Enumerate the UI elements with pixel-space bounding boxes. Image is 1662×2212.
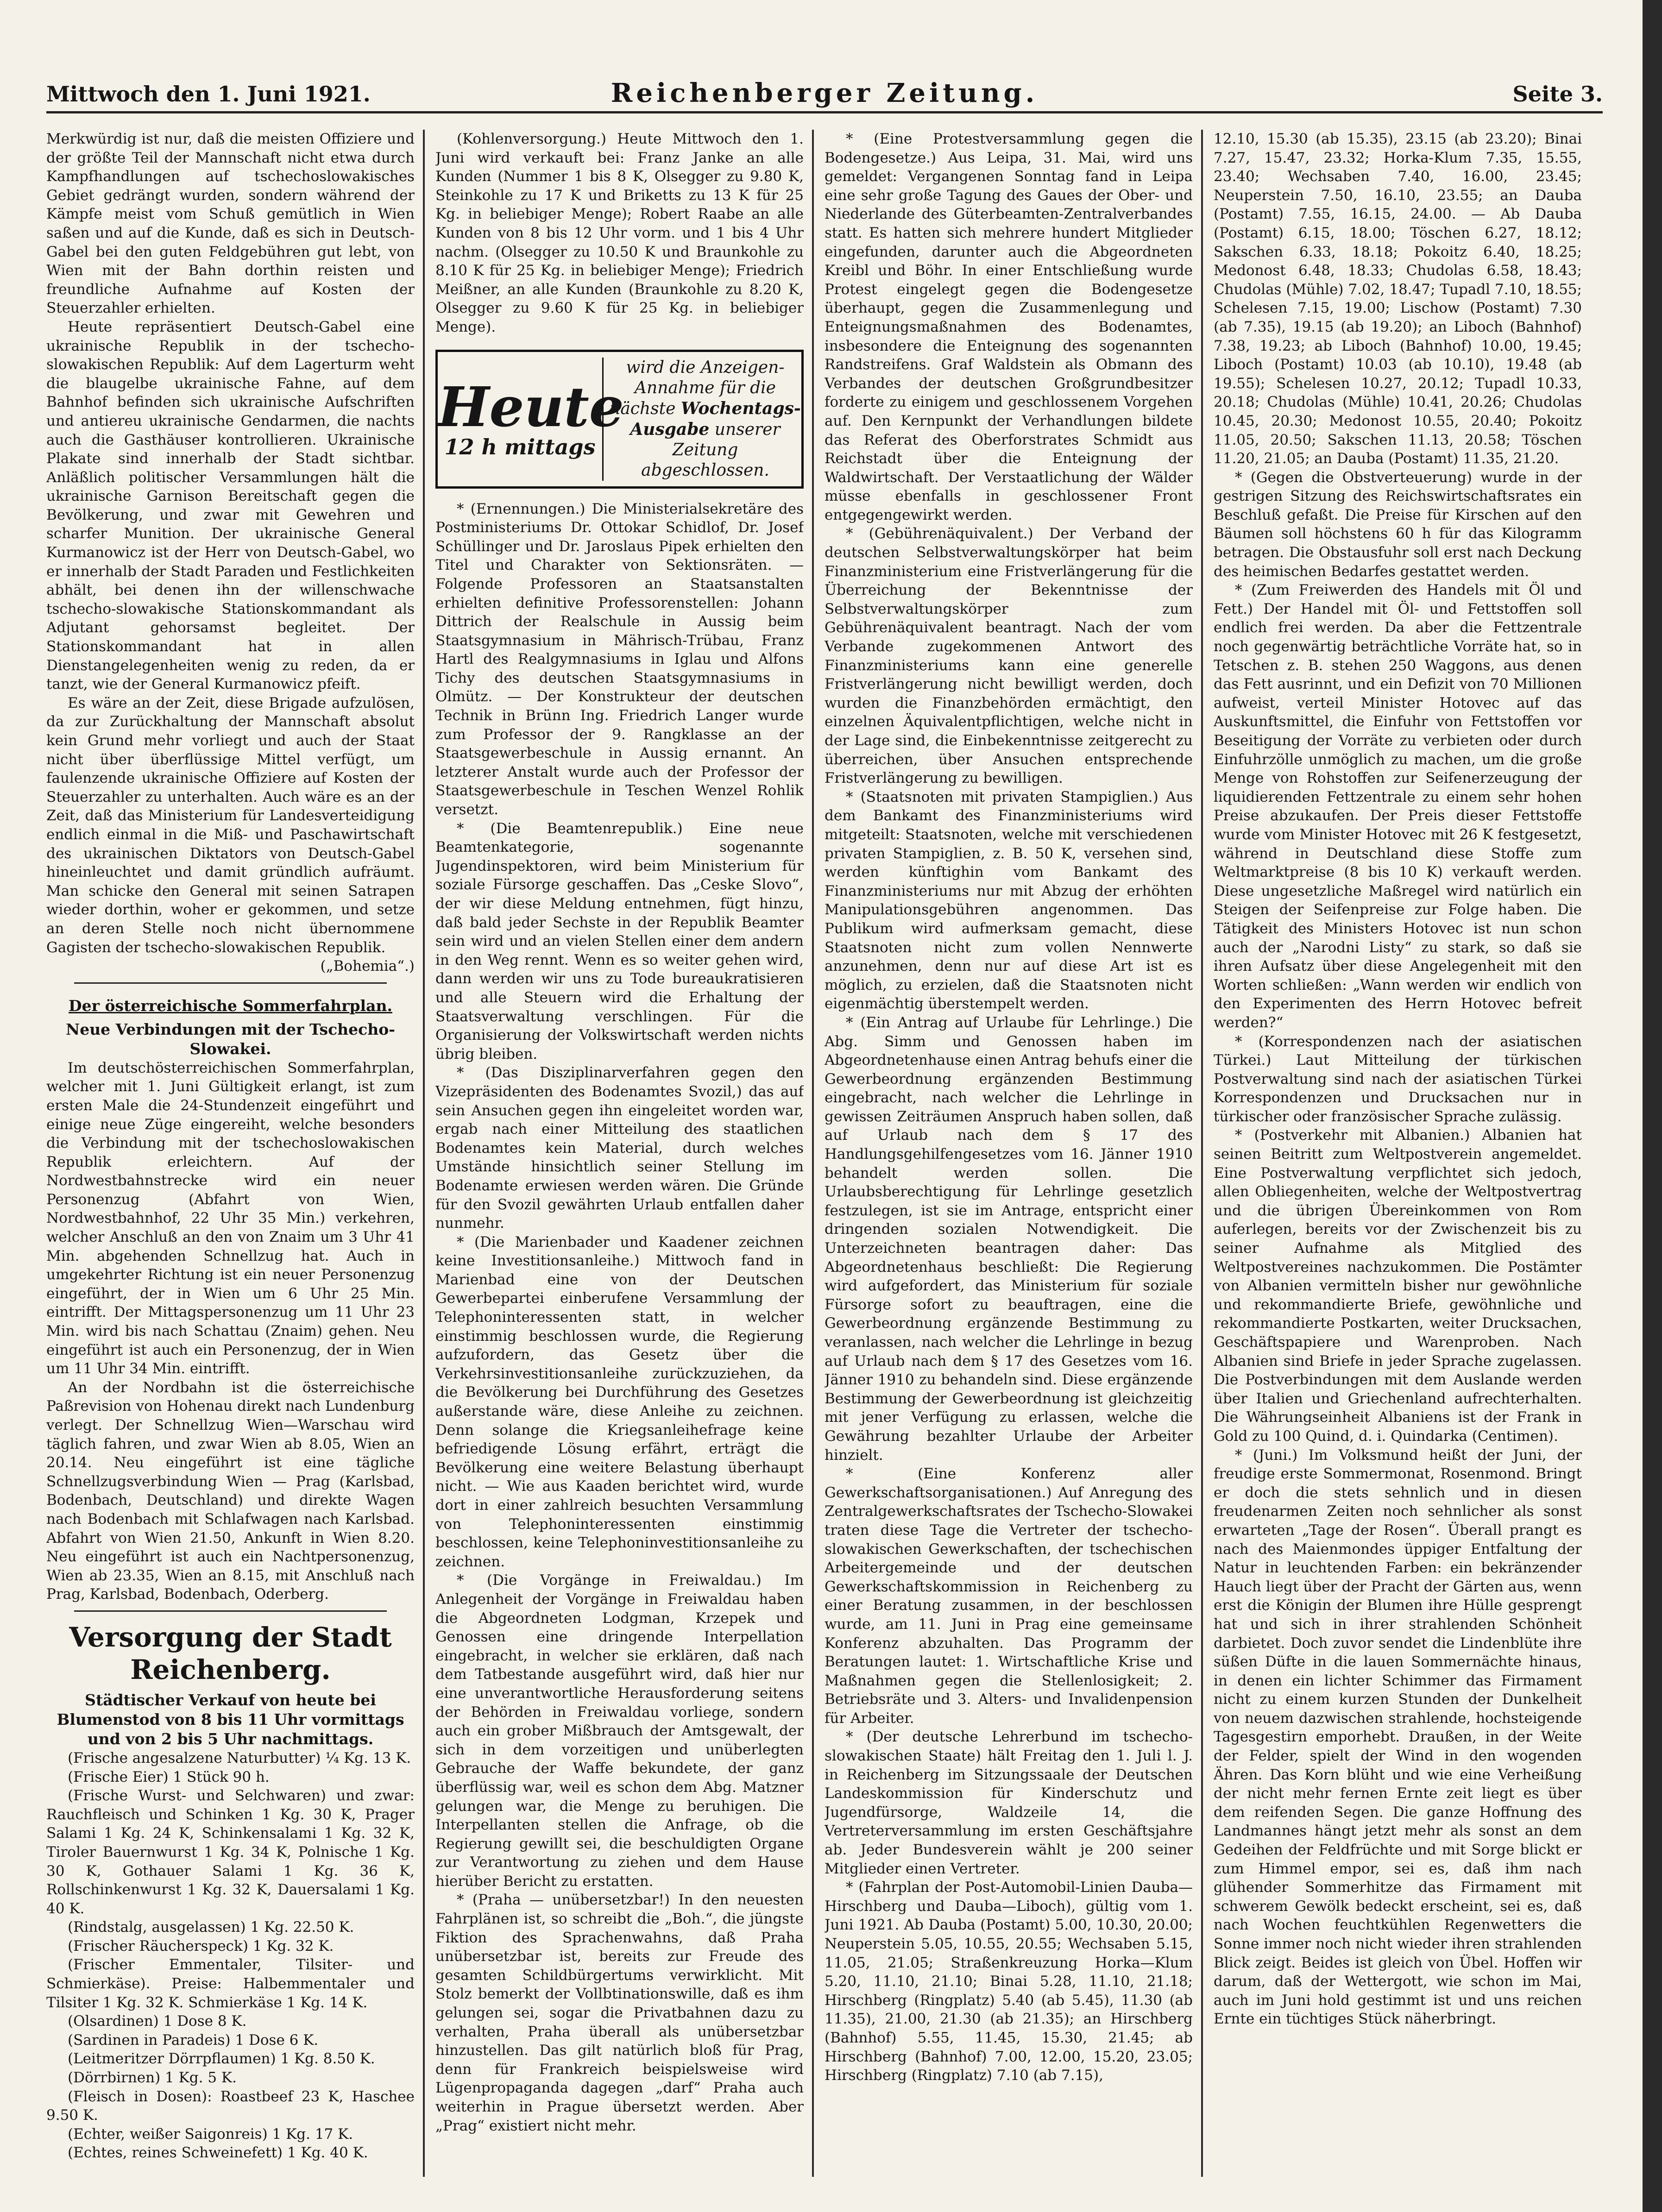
page-edge: [1643, 0, 1662, 2212]
article-paragraph: * (Der deutsche Lehrerbund im tschecho-slowakischen Staate) hält Freitag den 1. Juli l. J. in Reichenberg im Sitzungssaale der Deutschen Landeskommission für Kinderschutz und Jugendfürsorge, Waldzeile 14, die Vertreterversammlung im ersten Geschäftsjahre ab. Jeder Bundesverein wählt je 200 seiner Mitglieder einen Vertreter.: [825, 1728, 1193, 1877]
section-title: Versorgung der Stadt Reichenberg.: [69, 1621, 392, 1685]
article-paragraph: Es wäre an der Zeit, diese Brigade aufzulösen, da zur Zurückhaltung der Mannschaft absolut kein Grund mehr vorliegt und auch der Staat nicht über überflüssige Mittel verfügt, um faulenzende ukrainische Offiziere auf Kosten der Steuerzahler zu unterhalten. Auch wäre es an der Zeit, daß das Ministerium für Landesverteidigung endlich einmal in die Miß- und Paschawirtschaft des ukrainischen Diktators von Deutsch-Gabel hineinleuchtet und damit gründlich aufräumt. Man schicke den General mit seinen Satrapen wieder dorthin, woher er gekommen, und setze an deren Stelle noch nicht übernommene Gagisten der tschecho-slowakischen Republik.: [46, 694, 415, 956]
article-paragraph: * (Gegen die Obstverteuerung) wurde in der gestrigen Sitzung des Reichswirtschaftsrates ein Beschluß gefaßt. Die Preise für Kirschen auf den Bäumen soll höchstens 60 h für das Kilogramm betragen. Die Obstausfuhr soll erst nach Deckung des heimischen Bedarfes gestattet werden.: [1214, 469, 1582, 580]
price-item: (Frischer Emmentaler, Tilsiter- und Schmierkäse). Preise: Halbemmentaler und Tilsiter 1 Kg. 32 K. Schmierkäse 1 Kg. 14 K.: [46, 1956, 415, 2011]
section-divider: [74, 1610, 387, 1612]
price-item: (Sardinen in Paradeis) 1 Dose 6 K.: [68, 2031, 319, 2049]
article-paragraph: * (Staatsnoten mit privaten Stampiglien.) Aus dem Bankamt des Finanzministeriums wird mitgeteilt: Staatsnoten, welche mit verschiedenen privaten Stampiglien, z. B. 50 K, versehen sind, werden künftighin vom Bankamt des Finanzministeriums nur mit Abzug der erhöhten Manipulationsgebühren angenommen. Das Publikum wird aufmerksam gemacht, diese Staatsnoten nicht zum vollen Nennwerte anzunehmen, denn nur auf diese Art ist es möglich, zu erzielen, daß die Staatsnoten nicht eigenmächtig überstempelt werden.: [825, 788, 1193, 1012]
column-4: [1214, 130, 1582, 2177]
section-heading: Der österreichische Sommerfahrplan.: [69, 996, 392, 1015]
column-3: [825, 130, 1193, 2177]
article-paragraph: Merkwürdig ist nur, daß die meisten Offiziere und der größte Teil der Mannschaft nicht etwa durch Kampfhandlungen auf tschechoslowakisches Gebiet gedrängt wurden, sondern während der Kämpfe meist vom Schuß gemütlich in Wien saßen und auf die Kunde, daß es sich in Deutsch-Gabel bei den guten Feldgebühren gut lebt, von Wien mit der Bahn dorthin reisten und freundliche Aufnahme auf Kosten der Steuerzahler erhielten.: [46, 131, 415, 317]
price-item: (Frische Wurst- und Selchwaren) und zwar: Rauchfleisch und Schinken 1 Kg. 30 K, Prager Salami 1 Kg. 24 K, Schinkensalami 1 Kg. 32 K, Tiroler Bauernwurst 1 Kg. 34 K, Polnische 1 Kg. 30 K, Gothauer Salami 1 Kg. 36 K, Rollschinkenwurst 1 Kg. 32 K, Dauersalami 1 Kg. 40 K.: [46, 1787, 415, 1917]
column-rule: [1201, 130, 1203, 2177]
ad-time-text: 12 h mittags: [444, 434, 596, 459]
price-item: (Frische angesalzene Naturbutter) ¼ Kg. 13 K.: [68, 1749, 411, 1766]
article-paragraph: * (Gebührenäquivalent.) Der Verband der deutschen Selbstverwaltungskörper hat beim Finanzministerium eine Fristverlängerung für die Überreichung der Bekenntnisse der Selbstverwaltungskörper zum Gebührenäquivalent beantragt. Nach der vom Verbande zugekommenen Antwort des Finanzministeriums kann eine generelle Fristverlängerung nicht bewilligt werden, doch wurden die Finanzbehörden ermächtigt, den einzelnen Äquivalentpflichtigen, welche nicht in der Lage sind, die Einbekenntnisse zeitgerecht zu überreichen, über Ansuchen entsprechende Fristverlängerung zu bewilligen.: [825, 525, 1193, 787]
section-subheading: Städtischer Verkauf von heute bei Blumenstod von 8 bis 11 Uhr vormittags und von 2 bis 5 Uhr nachmittags.: [57, 1690, 404, 1748]
article-paragraph: (Kohlenversorgung.) Heute Mittwoch den 1. Juni wird verkauft bei: Franz Janke an alle Kunden (Nummer 1 bis 8 K, Olsegger zu 9.80 K, Steinkohle zu 17 K und Briketts zu 13 K für 25 Kg. in beliebiger Menge); Robert Raabe an alle Kunden von 8 bis 12 Uhr vorm. und 1 bis 4 Uhr nachm. (Olsegger zu 10.50 K und Braunkohle zu 8.10 K für 25 Kg. in beliebiger Menge); Friedrich Meißner, an alle Kunden (Braunkohle zu 8.20 K, Olsegger zu 9.60 K für 25 Kg. in beliebiger Menge).: [435, 131, 804, 335]
price-item: (Echtes, reines Schweinefett) 1 Kg. 40 K.: [68, 2144, 368, 2162]
price-item: (Rindstalg, ausgelassen) 1 Kg. 22.50 K.: [68, 1919, 354, 1936]
column-rule: [812, 130, 814, 2177]
ad-body: [602, 358, 801, 481]
column-2: [435, 130, 804, 2177]
price-item: (Frischer Räucherspeck) 1 Kg. 32 K.: [68, 1937, 334, 1954]
article-paragraph: * (Fahrplan der Post-Automobil-Linien Dauba—Hirschberg und Dauba—Liboch), gültig vom 1. Juni 1921. Ab Dauba (Postamt) 5.00, 10.30, 20.00; Neuperstein 5.05, 10.55, 20.55; Wechsaben 5.15, 11.05, 21.05; Straßenkreuzung Horka—Klum 5.20, 11.10, 21.10; Binai 5.28, 11.10, 21.18; Hirschberg (Ringplatz) 5.40 (ab 5.45), 11.30 (ab 11.35), 21.00, 21.30 (ab 21.35); an Hirschberg (Bahnhof) 5.55, 11.45, 15.30, 21.45; ab Hirschberg (Bahnhof) 7.00, 12.00, 15.20, 23.05; Hirschberg (Ringplatz) 7.10 (ab 7.15),: [825, 1879, 1193, 2084]
article-paragraph: * (Praha — unübersetzbar!) In den neuesten Fahrplänen ist, so schreibt die „Boh.“, die jüngste Fiktion des Sprachenwahns, daß Praha unübersetzbar ist, bereits zur Freude des gesamten Schildbürgertums verwirklicht. Mit Stolz bemerkt der Vollbtinationswille, daß es ihm gelungen sei, sogar die Privatbahnen dazu zu verhalten, Praha überall als unübersetzbar hinzustellen. Das gilt natürlich bloß für Prag, denn für Frankreich beispielsweise wird Lügenpropaganda dagegen „darf“ Praha auch weiterhin in Prague übersetzt werden. Aber „Prag“ existiert nicht mehr.: [435, 1892, 804, 2134]
price-item: (Dörrbirnen) 1 Kg. 5 K.: [68, 2069, 237, 2086]
ad-body-bold: Wochentags-Ausgabe: [630, 398, 801, 439]
ad-big-text: Heute: [438, 374, 624, 439]
article-paragraph: An der Nordbahn ist die österreichische Paßrevision von Hohenau direkt nach Lundenburg verlegt. Der Schnellzug Wien—Warschau wird täglich fahren, und zwar Wien ab 8.05, Wien an 20.14. Neu eingeführt ist eine tägliche Schnellzugsverbindung Wien — Prag (Karlsbad, Bodenbach, Deutschland) und direkte Wagen nach Bodenbach mit Schlafwagen nach Karlsbad. Abfahrt von Wien 21.50, Ankunft in Wien 8.20. Neu eingeführt ist auch ein Nachtpersonenzug, Wien ab 23.35, Wien an 8.15, mit Anschluß nach Prag, Karlsbad, Bodenbach, Oderberg.: [46, 1379, 415, 1603]
article-paragraph: * (Die Vorgänge in Freiwaldau.) Im Anlegenheit der Vorgänge in Freiwaldau haben die Abgeordneten Lodgman, Krzepek und Genossen eine dringende Interpellation eingebracht, in welcher sie erklären, daß nach dem Tatbestande ausgeführt wird, daß hier nur eine unverantwortliche Herausforderung seitens der Behörden in Freiwaldau vorliege, sondern auch ein grober Mißbrauch der Amtsgewalt, der sich in dem vorzeitigen und unüberlegten Gebrauche der Waffe bekundete, der ganz überflüssig war, weil es schon dem Abg. Matzner gelungen war, die Menge zu beruhigen. Die Interpellanten stellen die Anfrage, ob die Regierung gewillt sei, die beschuldigten Organe zur Verantwortung zu ziehen und dem Hause hierüber Bericht zu erstatten.: [435, 1572, 804, 1890]
section-subheading: Neue Verbindungen mit der Tschecho-Slowakei.: [66, 1020, 395, 1058]
article-paragraph: * (Das Disziplinarverfahren gegen den Vizepräsidenten des Bodenamtes Svozil,) das auf sein Ansuchen gegen ihn eingeleitet worden war, ergab nach einer Mitteilung des staatlichen Bodenamtes kein Material, durch welches Umstände hinsichtlich seiner Stellung im Bodenamte erwiesen werden wären. Die Gründe für den Svozil gewährten Urlaub entfallen daher nunmehr.: [435, 1064, 804, 1232]
article-credit: („Bohemia“.): [320, 958, 415, 975]
section-divider: [74, 982, 387, 984]
price-item: (Fleisch in Dosen): Roastbeef 23 K, Haschee 9.50 K.: [46, 2088, 415, 2124]
article-paragraph: * (Die Beamtenrepublik.) Eine neue Beamtenkategorie, sogenannte Jugendinspektoren, wird beim Ministerium für soziale Fürsorge geschaffen. Das „Ceske Slovo“, der wir diese Meldung entnehmen, fügt hinzu, daß bald jeder Sechste in der Republik Beamter sein wird und an vielen Stellen einer dem andern in den Weg rennt. Wenn es so weiter gehen wird, dann werden wir uns zu Tode bureaukratisieren und alle Steuern wird die Erhaltung der Staatsverwaltung verschlingen. Für die Organisierung der Volkswirtschaft werden nichts übrig bleiben.: [435, 820, 804, 1062]
article-paragraph: * (Korrespondenzen nach der asiatischen Türkei.) Laut Mitteilung der türkischen Postverwaltung sind nach der asiatischen Türkei Korrespondenzen und Drucksachen nur in türkischer oder französischer Sprache zulässig.: [1214, 1033, 1582, 1125]
column-rule: [423, 130, 425, 2177]
ad-body-text: wird die Anzeigen-Annahme für die nächste: [610, 358, 785, 418]
article-paragraph: * (Juni.) Im Volksmund heißt der Juni, der freudige erste Sommermonat, Rosenmond. Bringt er doch die stets sehnlich und in diesen freudenarmen Zeiten noch sehnlicher als sonst erwarteten „Tage der Rosen“. Überall prangt es nach des Maienmondes üppiger Entfaltung der Natur in leuchtenden Farben: ein bekränzender Hauch liegt über der Pracht der Gärten aus, wenn erst die Königin der Blumen ihre Hülle gesprengt hat und sich in ihrer strahlenden Schönheit darbietet. Doch zuvor sendet die Lindenblüte ihre süßen Düfte in die lauen Sommernächte hinaus, in denen ein lichter Schimmer das Firmament nicht zu einem kurzen Stunden der Dunkelheit von neuem dazwischen strahlende, hochsteigende Tagesgestirn emporhebt. Draußen, in der Weite der Felder, spielt der Wind in den wogenden Ähren. Das Korn blüht und wie eine Verheißung der nicht mehr fernen Ernte zeit liegt es über dem reifenden Segen. Die ganze Hoffnung des Landmannes hängt jetzt mehr als sonst an dem Gedeihen der Feldfrüchte und mit Sorge blickt er zum Himmel empor, sei es, daß ihm nach glühender Sommerhitze das Firmament mit schwerem Gewölk bedeckt erscheint, sei es, daß nach Wochen feuchtkühlen Regenwetters die Sonne immer noch nicht wieder ihren strahlenden Blick zeigt. Beides ist gleich von Übel. Hoffen wir darum, daß der Wettergott, wie schon im Mai, auch im Juni hold gestimmt ist und uns reichen Ernte ein tüchtiges Stück näherbringt.: [1214, 1446, 1582, 2028]
price-item: (Frische Eier) 1 Stück 90 h.: [68, 1768, 270, 1785]
column-1: [46, 130, 415, 2177]
price-item: (Echter, weißer Saigonreis) 1 Kg. 17 K.: [68, 2125, 353, 2143]
newspaper-title: Reichenberger Zeitung.: [611, 78, 1039, 108]
page-number: Seite 3.: [1512, 82, 1603, 107]
price-item: (Olsardinen) 1 Dose 8 K.: [68, 2013, 247, 2030]
article-paragraph: * (Ernennungen.) Die Ministerialsekretäre des Postministeriums Dr. Ottokar Schidlof, Dr. Josef Schüllinger und Dr. Jaroslaus Pipek erhielten den Titel und Charakter von Sektionsräten. — Folgende Professoren an Staatsanstalten erhielten definitive Professorenstellen: Johann Dittrich der Realschule in Aussig beim Staatsgymnasium in Mährisch-Trübau, Franz Hartl des Realgymnasiums in Iglau und Alfons Tichy des deutschen Staatsgymnasiums in Olmütz. — Der Konstrukteur der deutschen Technik in Brünn Ing. Friedrich Langer wurde zum Professor der 9. Rangklasse an der Staatsgewerbeschule in Aussig ernannt. An letzterer Anstalt wurde auch der Professor der Staatsgewerbeschule in Teschen Wenzel Rohlik versetzt.: [435, 500, 804, 818]
article-paragraph: Heute repräsentiert Deutsch-Gabel eine ukrainische Republik in der tschecho-slowakischen Republik: Auf dem Lagerturm weht die blaugelbe ukrainische Fahne, auf dem Bahnhof befinden sich ukrainische Aufschriften und antiereu ukrainische Gendarmen, die nachts auch die Gasthäuser kontrollieren. Ukrainische Plakate sind innerhalb der Stadt sichtbar. Anläßlich politischer Versammlungen hält die ukrainische Garnison Bereitschaft gegen die Bevölkerung, und zwar mit Gewehren und scharfer Munition. Der ukrainische General Kurmanowicz ist der Herr von Deutsch-Gabel, wo er innerhalb der Stadt Paraden und Festlichkeiten abhält, bei denen ihn der willenschwache tschecho-slowakische Stationskommandant als Adjutant gehorsamst begleitet. Der Stationskommandant hat in allen Dienstangelegenheiten wenig zu reden, da er tanzt, wie der General Kurmanowicz pfeift.: [46, 318, 415, 693]
article-paragraph: 12.10, 15.30 (ab 15.35), 23.15 (ab 23.20); Binai 7.27, 15.47, 23.32; Horka-Klum 7.35, 15.55, 23.40; Wechsaben 7.40, 16.00, 23.45; Neuperstein 7.50, 16.10, 23.55; an Dauba (Postamt) 7.55, 16.15, 24.00. — Ab Dauba (Postamt) 6.15, 18.00; Töschen 6.27, 18.12; Sakschen 6.33, 18.18; Pokoitz 6.40, 18.25; Medonost 6.48, 18.33; Chudolas 6.58, 18.43; Chudolas (Mühle) 7.02, 18.47; Tupadl 7.10, 18.55; Schelesen 7.15, 19.00; Lischow (Postamt) 7.30 (ab 7.35), 19.15 (ab 19.20); an Liboch (Bahnhof) 7.38, 19.23; ab Liboch (Bahnhof) 10.00, 19.45; Liboch (Postamt) 10.03 (ab 10.10), 19.48 (ab 19.55); Schelesen 10.27, 20.12; Tupadl 10.33, 20.18; Chudolas (Mühle) 10.41, 20.26; Chudolas 10.45, 20.30; Medonost 10.55, 20.40; Pokoitz 11.05, 20.50; Sakschen 11.13, 20.58; Töschen 11.20, 21.05; an Dauba (Postamt) 11.35, 21.20.: [1214, 131, 1582, 467]
article-paragraph: * (Eine Konferenz aller Gewerkschaftsorganisationen.) Auf Anregung des Zentralgewerkschaftsrates der Tschecho-Slowakei traten diese Tage die Vertreter der tschecho-slowakischen Gewerkschaften, der tschechischen Arbeitergemeinde und der deutschen Gewerkschaftskommission in Reichenberg zu einer Beratung zusammen, in der beschlossen wurde, am 11. Juni in Prag eine gemeinsame Konferenz abzuhalten. Das Programm der Beratungen lautet: 1. Wirtschaftliche Krise und Maßnahmen gegen die Stellenlosigkeit; 2. Betriebsräte und 3. Alters- und Invalidenpension für Arbeiter.: [825, 1465, 1193, 1727]
advertisement-box: [435, 350, 804, 489]
article-paragraph: * (Zum Freiwerden des Handels mit Öl und Fett.) Der Handel mit Öl- und Fettstoffen soll endlich frei werden. Da aber die Fettzentrale noch gegenwärtig beträchtliche Vorräte hat, so in Tetschen z. B. stehen 250 Waggons, aus denen das Fett ausrinnt, und ein Defizit von 70 Millionen aufweist, verteil Minister Hotovec auf das Auskunftsmittel, die Einfuhr von Fettstoffen vor Beseitigung der Vorräte zu verbieten oder durch Einfuhrzölle unmöglich zu machen, um die große Menge von Rohstoffen zur Seifenerzeugung der liquidierenden Fettzentrale zu einem sehr hohen Preise abzukaufen. Der Preis dieser Fettstoffe wurde vom Minister Hotovec mit 26 K festgesetzt, während in Deutschland diese Stoffe zum Weltmarktpreise (8 bis 10 K) verkauft werden. Diese ungesetzliche Maßregel wird natürlich ein Steigen der Seifenpreise zur Folge haben. Die Tätigkeit des Ministers Hotovec ist nun schon auch der „Narodni Listy“ zu stark, so daß sie ihren Aufsatz über diese Angelegenheit mit den Worten schließen: „Wann werden wir endlich von den Experimenten des Herrn Hotovec befreit werden?“: [1214, 582, 1582, 1031]
article-paragraph: Im deutschösterreichischen Sommerfahrplan, welcher mit 1. Juni Gültigkeit erlangt, ist zum ersten Male die 24-Stundenzeit eingeführt und einige neue Züge eingereiht, welche besonders die Verbindung mit der tschechoslowakischen Republik erleichtern. Auf der Nordwestbahnstrecke wird ein neuer Personenzug (Abfahrt von Wien, Nordwestbahnhof, 22 Uhr 35 Min.) verkehren, welcher Anschluß an den von Znaim um 3 Uhr 41 Min. abgehenden Schnellzug hat. Auch in umgekehrter Richtung ist ein neuer Personenzug eingeführt, der in Wien um 6 Uhr 25 Min. eintrifft. Der Mittagspersonenzug um 11 Uhr 23 Min. wird bis nach Schattau (Znaim) gehen. Neu eingeführt ist auch ein Personenzug, der in Wien um 11 Uhr 34 Min. eintrifft.: [46, 1059, 415, 1377]
article-paragraph: * (Die Marienbader und Kaadener zeichnen keine Investitionsanleihe.) Mittwoch fand in Marienbad eine von der Deutschen Gewerbepartei einberufene Versammlung der Telephoninteressenten statt, in welcher einstimmig beschlossen wurde, die Regierung aufzufordern, das Gesetz über die Verkehrsinvestitionsanleihe zurückzuziehen, da die Bevölkerung bei Durchführung des Gesetzes außerstande wäre, diese Anleihe zu zeichnen. Denn solange die Kriegsanleihefrage keine befriedigende Lösung erfährt, erträgt die Bevölkerung eine weitere Belastung überhaupt nicht. — Wie aus Kaaden berichtet wird, wurde dort in einer zahlreich besuchten Versammlung von Telephoninteressenten einstimmig beschlossen, keine Telephoninvestitionsanleihe zu zeichnen.: [435, 1233, 804, 1570]
header-date: Mittwoch den 1. Juni 1921.: [46, 82, 371, 107]
article-paragraph: * (Postverkehr mit Albanien.) Albanien hat seinen Beitritt zum Weltpostverein angemeldet. Eine Postverwaltung verpflichtet sich jedoch, allen Obliegenheiten, welche der Weltpostvertrag und die übrigen Übereinkommen von Rom auferlegen, bereits vor der Zwischenzeit bis zu seiner Aufnahme als Mitglied des Weltpostvereines nachzukommen. Die Postämter von Albanien vermitteln bisher nur gewöhnliche und rekommandierte Briefe, gewöhnliche und rekommandierte Postkarten, weiter Drucksachen, Geschäftspapiere und Warenproben. Nach Albanien sind Briefe in jeder Sprache zugelassen. Die Postverbindungen mit dem Auslande werden über Italien und Griechenland aufrechterhalten. Die Währungseinheit Albaniens ist der Frank in Gold zu 100 Quind, d. i. Quindarka (Centimen).: [1214, 1127, 1582, 1445]
article-paragraph: * (Eine Protestversammlung gegen die Bodengesetze.) Aus Leipa, 31. Mai, wird uns gemeldet: Vergangenen Sonntag fand in Leipa eine sehr große Tagung des Gaues der Ober- und Niederlande des Güterbeamten-Zentralverbandes statt. Es hatten sich mehrere hundert Mitglieder eingefunden, darunter auch die Abgeordneten Kreibl und Böhr. In einer Entschließung wurde Protest eingelegt gegen die Bodengesetze überhaupt, gegen die Zusammenlegung und Enteignungsmaßnahmen des Bodenamtes, insbesondere die Enteignung des sogenannten Randstreifens. Graf Waldstein als Obmann des Verbandes der deutschen Großgrundbesitzer forderte zu einigem und geschlossenem Vorgehen auf. Den Kernpunkt der Verhandlungen bildete das Referat des Oberforstrates Schmidt aus Reichstadt über die Enteignung der Waldwirtschaft. Der Verstaatlichung der Wälder müsse ebenfalls in geschlossener Front entgegengewirkt werden.: [825, 131, 1193, 523]
price-item: (Leitmeritzer Dörrpflaumen) 1 Kg. 8.50 K.: [68, 2050, 375, 2067]
article-paragraph: * (Ein Antrag auf Urlaube für Lehrlinge.) Die Abg. Simm und Genossen haben im Abgeordnetenhause einen Antrag behufs einer die Gewerbeordnung ergänzenden Bestimmung eingebracht, nach welcher die Lehrlinge in gewissen Zeiträumen Anspruch haben sollen, daß auf Urlaub nach dem § 17 des Handlungsgehilfengesetzes vom 16. Jänner 1910 behandelt werden sollen. Die Urlaubsberechtigung für Lehrlinge gesetzlich festzulegen, ist sie im Antrage, entspricht einer dringenden sozialen Notwendigkeit. Die Unterzeichneten beantragen daher: Das Abgeordnetenhaus beschließt: Die Regierung wird aufgefordert, das Ministerium für soziale Fürsorge sofort zu beauftragen, eine die Gewerbeordnung ergänzende Bestimmung zu veranlassen, nach welcher die Lehrlinge in bezug auf Urlaub nach dem § 17 des Gesetzes vom 16. Jänner 1910 zu behandeln sind. Diese ergänzende Bestimmung der Gewerbeordnung ist gleichzeitig mit jener Verfügung zu erlassen, welche die Gewährung bezahlter Urlaube der Arbeiter hinzielt.: [825, 1014, 1193, 1464]
page-header: [46, 69, 1603, 113]
ad-headline: [438, 374, 624, 459]
ad-body-text: unserer Zeitung abgeschlossen.: [641, 420, 781, 480]
